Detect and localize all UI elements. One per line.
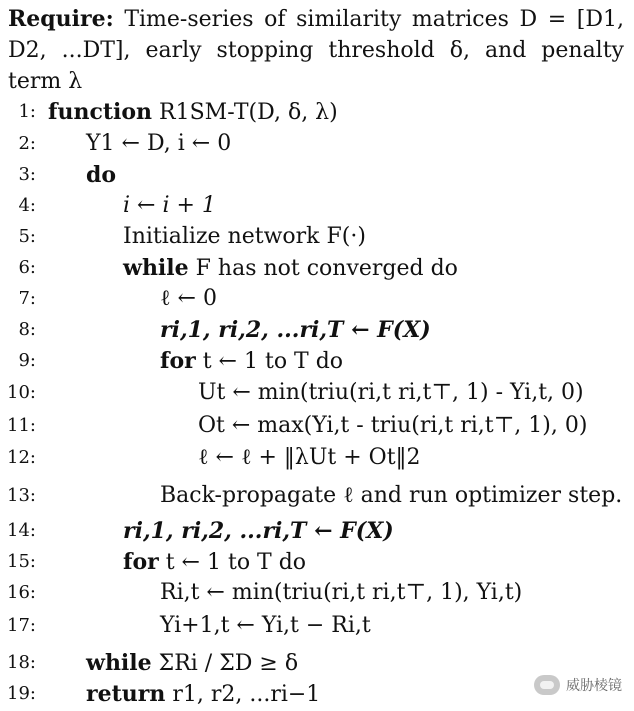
line-code: i ← i + 1 <box>123 193 216 218</box>
line-code: ℓ ← 0 <box>160 286 217 311</box>
require-label: Require: <box>8 6 114 32</box>
line-code: return r1, r2, ...ri−1 <box>86 681 321 707</box>
line-number: 10: <box>7 382 36 403</box>
watermark <box>534 675 622 695</box>
line-code: Ut ← min(triu(ri,t ri,t⊤, 1) - Yi,t, 0) <box>198 380 584 405</box>
line-number: 19: <box>7 683 36 704</box>
watermark-text: 威胁棱镜 <box>566 678 622 694</box>
line-code: Ot ← max(Yi,t - triu(ri,t ri,t⊤, 1), 0) <box>198 413 588 438</box>
line-number: 1: <box>18 101 36 122</box>
line-number: 2: <box>18 133 36 154</box>
line-code: function R1SM-T(D, δ, λ) <box>48 99 338 125</box>
line-number: 18: <box>7 652 36 673</box>
require-statement <box>8 4 624 97</box>
line-number: 12: <box>7 447 36 468</box>
line-number: 9: <box>18 350 36 371</box>
line-code: for t ← 1 to T do <box>160 348 344 374</box>
line-code: while F has not converged do <box>123 255 458 281</box>
line-code: do <box>86 162 117 188</box>
line-number: 6: <box>18 257 36 278</box>
line-code: Ri,t ← min(triu(ri,t ri,t⊤, 1), Yi,t) <box>160 580 523 605</box>
line-number: 14: <box>7 520 36 541</box>
line-code: Y1 ← D, i ← 0 <box>86 131 232 156</box>
line-code: ri,1, ri,2, ...ri,T ← F(X) <box>160 317 431 343</box>
line-number: 7: <box>18 288 36 309</box>
require-text: Time-series of similarity matrices D = [D1, D2, ...DT], early stopping threshold δ, and penalty term λ <box>8 7 625 94</box>
line-number: 11: <box>7 415 36 436</box>
line-number: 8: <box>18 319 36 340</box>
line-number: 13: <box>7 485 36 506</box>
line-code: for t ← 1 to T do <box>123 549 307 575</box>
line-number: 4: <box>18 195 36 216</box>
wechat-icon <box>534 675 560 695</box>
line-code: Yi+1,t ← Yi,t − Ri,t <box>160 613 371 638</box>
line-code: Back-propagate ℓ and run optimizer step. <box>160 483 623 508</box>
line-code: Initialize network F(·) <box>123 224 366 249</box>
line-number: 3: <box>18 164 36 185</box>
line-number: 17: <box>7 615 36 636</box>
line-number: 15: <box>7 551 36 572</box>
line-code: ℓ ← ℓ + ‖λUt + Ot‖2 <box>198 445 421 470</box>
line-number: 16: <box>7 582 36 603</box>
line-code: ri,1, ri,2, ...ri,T ← F(X) <box>123 518 394 544</box>
line-number: 5: <box>18 226 36 247</box>
line-code: while ΣRi / ΣD ≥ δ <box>86 650 299 676</box>
